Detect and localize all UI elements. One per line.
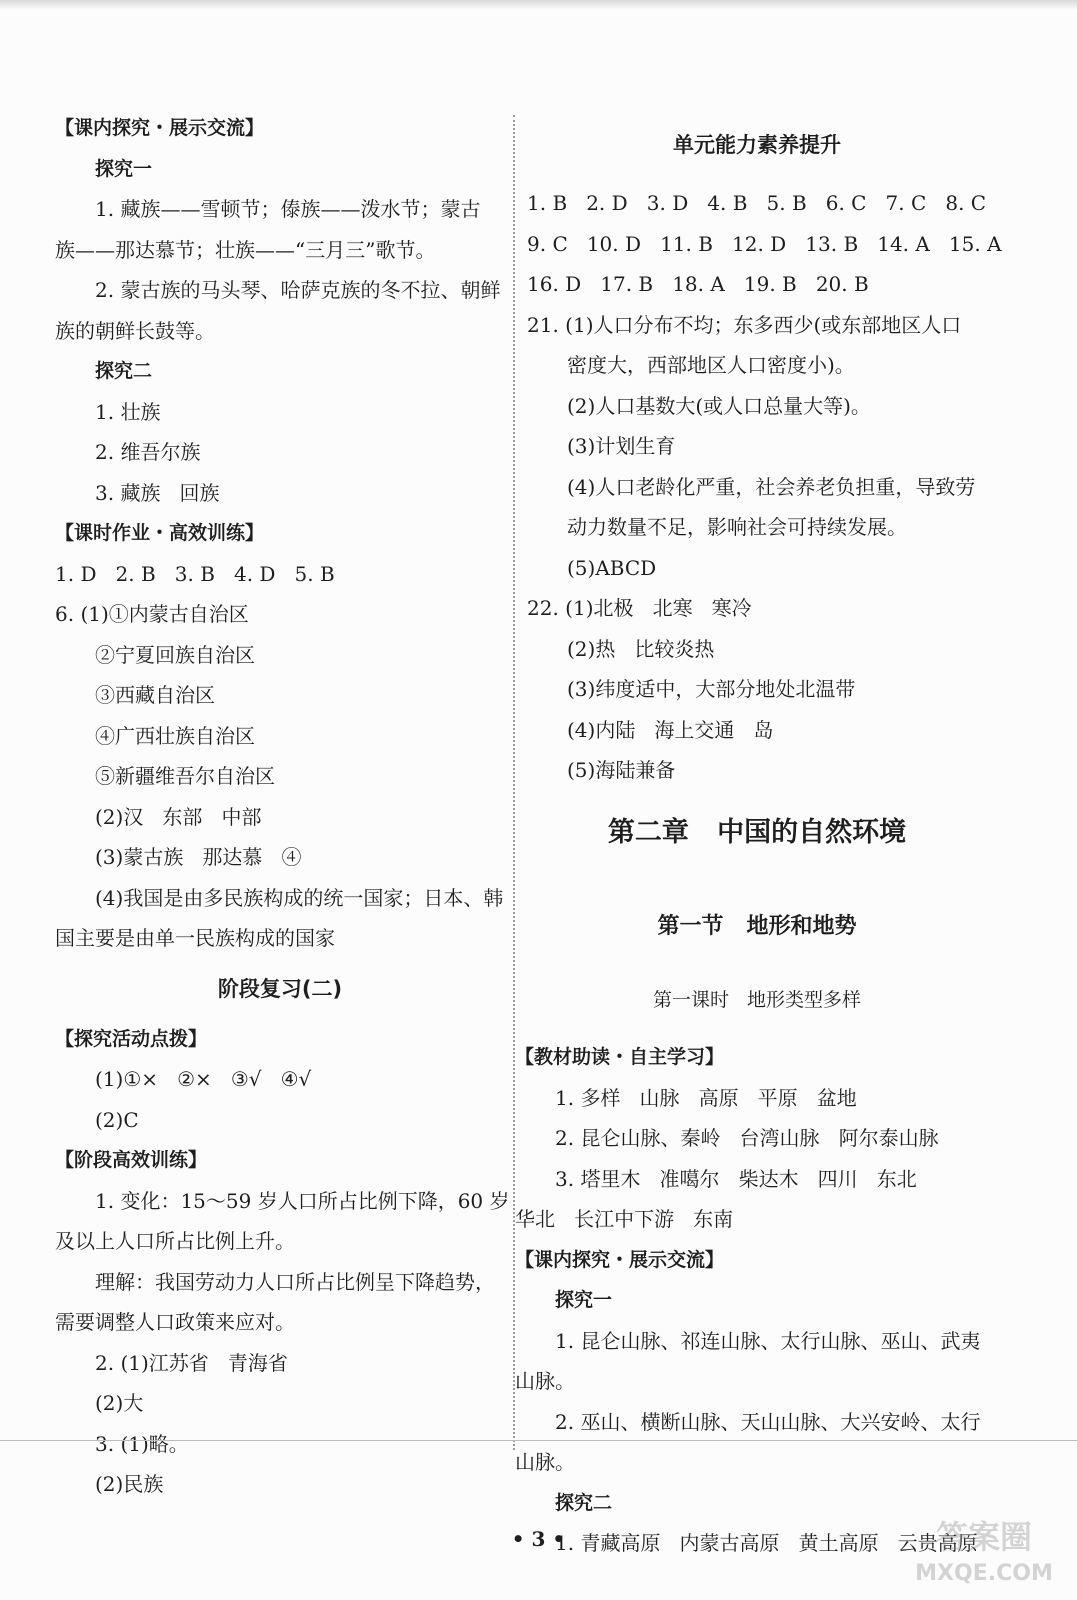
text-line: 1. 青藏高原 内蒙古高原 黄土高原 云贵高原	[555, 1531, 978, 1555]
text-line: (5)ABCD	[567, 555, 657, 580]
text-line: (3)纬度适中，大部分地处北温带	[567, 677, 856, 701]
text-line: ②宁夏回族自治区	[95, 642, 255, 667]
text-line: 【课内探究・展示交流】	[515, 1248, 725, 1271]
text-line: (5)海陆兼备	[567, 758, 676, 782]
right-column-lesson	[515, 1037, 985, 1564]
text-line: 1. 昆仑山脉、祁连山脉、太行山脉、巫山、武夷	[555, 1328, 981, 1353]
text-line: 2. (1)江苏省 青海省	[95, 1350, 288, 1375]
text-line: 【课内探究・展示交流】	[55, 117, 265, 139]
top-edge	[0, 0, 1077, 10]
text-line: 探究二	[555, 1491, 613, 1514]
text-line: 3. 塔里木 准噶尔 柴达木 四川 东北	[555, 1166, 917, 1191]
text-line: 探究一	[555, 1289, 613, 1311]
text-line: 1. B 2. D 3. D 4. B 5. B 6. C 7. C 8. C	[527, 191, 987, 215]
text-line: 国主要是由单一民族构成的国家	[55, 926, 335, 950]
text-line: 理解：我国劳动力人口所占比例呈下降趋势，	[95, 1269, 495, 1294]
text-line: 及以上人口所占比例上升。	[55, 1229, 295, 1253]
text-line: 1. 变化：15～59 岁人口所占比例下降，60 岁	[95, 1188, 510, 1213]
watermark-line1: 答案圈	[935, 1518, 1033, 1556]
text-line: 动力数量不足，影响社会可持续发展。	[567, 515, 907, 539]
lesson-title: 第一课时 地形类型多样	[652, 989, 862, 1011]
text-line: 族的朝鲜长鼓等。	[55, 318, 215, 343]
text-line: (4)我国是由多民族构成的统一国家；日本、韩	[95, 885, 504, 910]
text-line: 21. (1)人口分布不均；东多西少(或东部地区人口	[527, 312, 962, 337]
text-line: ④广西壮族自治区	[95, 723, 255, 748]
watermark-line2: MXQE.COM	[915, 1561, 1053, 1586]
text-line: 【课时作业・高效训练】	[55, 522, 265, 544]
text-line: 阶段复习(二)	[217, 976, 343, 1001]
text-line: 1. 壮族	[95, 399, 161, 424]
page-fold-line	[0, 1440, 1077, 1441]
text-line: 3. (1)略。	[95, 1431, 189, 1456]
text-line: 2. 维吾尔族	[95, 440, 201, 464]
text-line: (2)民族	[95, 1472, 164, 1496]
text-line: 3. 藏族 回族	[95, 480, 220, 505]
text-line: (4)人口老龄化严重，社会养老负担重，导致劳	[567, 474, 976, 499]
text-line: ③西藏自治区	[95, 683, 215, 707]
text-line: 【探究活动点拨】	[55, 1027, 208, 1050]
text-line: (2)大	[95, 1391, 144, 1415]
page-number: • 3 •	[511, 1527, 566, 1551]
text-line: (3)计划生育	[567, 434, 676, 458]
text-line: (4)内陆 海上交通 岛	[567, 717, 774, 742]
section-title: 第一节 地形和地势	[657, 914, 857, 939]
text-line: 9. C 10. D 11. B 12. D 13. B 14. A 15. A	[527, 231, 1002, 256]
text-line: 6. (1)①内蒙古自治区	[55, 602, 249, 626]
text-line: 【教材助读・自主学习】	[515, 1046, 725, 1068]
right-column-answers	[527, 108, 1002, 791]
text-line: 16. D 17. B 18. A 19. B 20. B	[527, 272, 869, 296]
text-line: ⑤新疆维吾尔自治区	[95, 764, 275, 788]
text-line: (2)汉 东部 中部	[95, 804, 262, 829]
text-line: 族——那达慕节；壮族——“三月三”歌节。	[55, 237, 436, 262]
text-line: 华北 长江中下游 东南	[515, 1207, 734, 1231]
text-line: (2)热 比较炎热	[567, 636, 715, 661]
watermark-logo	[909, 1510, 1059, 1588]
text-line: 山脉。	[515, 1369, 575, 1393]
text-line: (2)人口基数大(或人口总量大等)。	[567, 393, 871, 418]
text-line: 需要调整人口政策来应对。	[55, 1310, 295, 1334]
text-line: 1. D 2. B 3. B 4. D 5. B	[55, 561, 335, 586]
chapter-title: 第二章 中国的自然环境	[607, 817, 907, 848]
text-line: (3)蒙古族 那达慕 ④	[95, 845, 302, 869]
text-line: 1. 多样 山脉 高原 平原 盆地	[555, 1085, 857, 1110]
text-line: 探究一	[95, 157, 153, 180]
text-line: 1. 藏族——雪顿节；傣族——泼水节；蒙古	[95, 197, 481, 221]
text-line: (2)C	[95, 1107, 139, 1132]
text-line: (1)①× ②× ③√ ④√	[95, 1067, 312, 1091]
left-column	[55, 108, 510, 1505]
text-line: 单元能力素养提升	[673, 133, 841, 157]
text-line: 【阶段高效训练】	[55, 1149, 208, 1171]
text-line: 密度大，西部地区人口密度小)。	[567, 353, 855, 377]
text-line: 探究二	[95, 360, 153, 382]
text-line: 2. 蒙古族的马头琴、哈萨克族的冬不拉、朝鲜	[95, 278, 501, 302]
text-line: 2. 巫山、横断山脉、天山山脉、大兴安岭、太行	[555, 1409, 981, 1434]
text-line: 山脉。	[515, 1450, 575, 1474]
text-line: 2. 昆仑山脉、秦岭 台湾山脉 阿尔泰山脉	[555, 1126, 939, 1150]
text-line: 22. (1)北极 北寒 寒冷	[527, 596, 752, 620]
